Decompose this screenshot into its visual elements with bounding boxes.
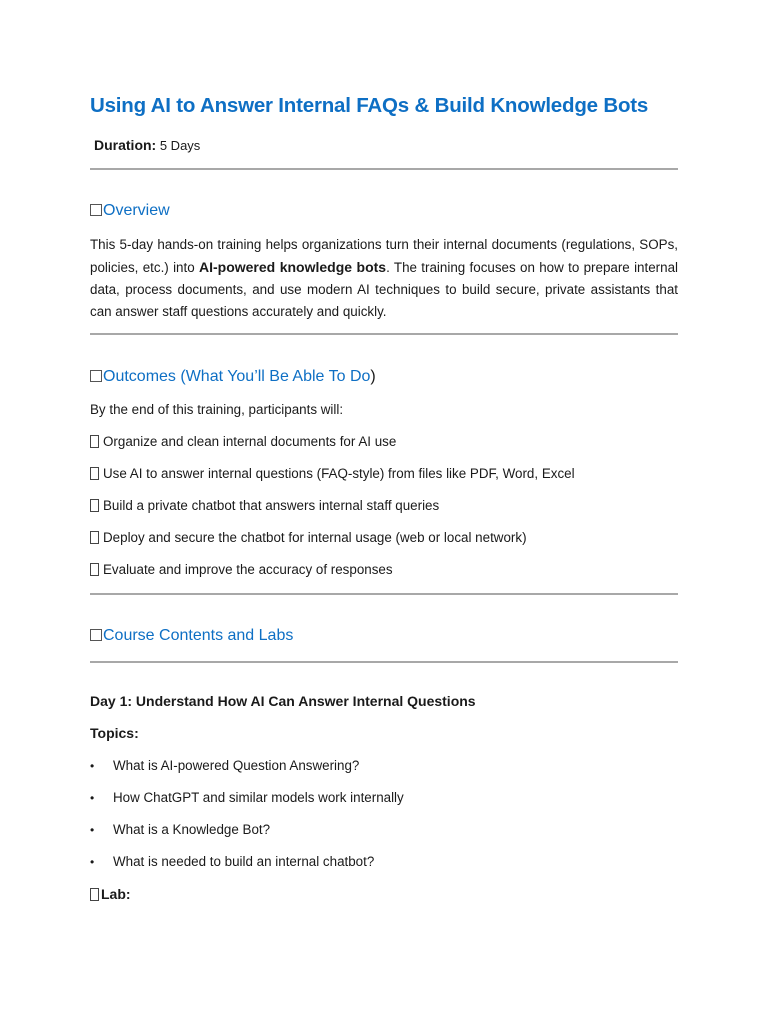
- outcomes-intro: By the end of this training, participants will:: [90, 402, 344, 417]
- document-title: Using AI to Answer Internal FAQs & Build Knowledge Bots: [90, 94, 649, 117]
- missing-glyph-icon: [90, 204, 102, 216]
- bullet-icon: •: [90, 823, 95, 837]
- outcome-item-text: Build a private chatbot that answers internal staff queries: [103, 498, 440, 513]
- outcome-item: [90, 498, 439, 513]
- list-item-text: What is needed to build an internal chatbot?: [113, 854, 375, 869]
- outcome-item-text: Evaluate and improve the accuracy of responses: [103, 562, 393, 577]
- list-item-text: What is a Knowledge Bot?: [113, 822, 271, 837]
- list-item-text: How ChatGPT and similar models work internally: [113, 790, 404, 805]
- outcome-item-text: Organize and clean internal documents for AI use: [103, 434, 397, 449]
- overview-paragraph: [90, 234, 678, 323]
- divider: [90, 333, 678, 335]
- overview-heading-text: Overview: [103, 202, 170, 219]
- missing-glyph-icon: [90, 499, 99, 512]
- course-heading-text: Course Contents and Labs: [103, 627, 294, 644]
- outcome-item-text: Use AI to answer internal questions (FAQ-style) from files like PDF, Word, Excel: [103, 466, 575, 481]
- bullet-icon: •: [90, 791, 95, 805]
- overview-text-bold: AI-powered knowledge bots: [198, 259, 387, 275]
- list-item: [90, 790, 404, 805]
- outcome-item: [90, 562, 393, 577]
- overview-text-after: . The training focuses on how to prepare internal data, process documents, and use modern AI techniques to build secure, private assistants that can answer staff questions accurately and quickly.: [90, 260, 678, 319]
- missing-glyph-icon: [90, 370, 102, 382]
- list-item: [90, 822, 270, 837]
- list-item-text: What is AI-powered Question Answering?: [113, 758, 360, 773]
- missing-glyph-icon: [90, 629, 102, 641]
- duration-value: 5 Days: [159, 138, 201, 153]
- overview-text-before: This 5-day hands-on training helps organizations turn their internal documents (regulations, SOPs, policies, etc.) into: [90, 237, 678, 275]
- missing-glyph-icon: [90, 467, 99, 480]
- list-item: [90, 854, 374, 869]
- missing-glyph-icon: [90, 531, 99, 544]
- missing-glyph-icon: [90, 563, 99, 576]
- divider: [90, 168, 678, 170]
- outcome-item: [90, 434, 396, 449]
- outcome-item: [90, 466, 575, 481]
- outcomes-heading-close: ): [370, 368, 376, 385]
- bullet-icon: •: [90, 759, 95, 773]
- overview-heading: [90, 202, 170, 220]
- list-item: [90, 758, 359, 773]
- lab-label: [90, 886, 131, 902]
- outcomes-heading: [90, 368, 376, 386]
- day1-heading: Day 1: Understand How AI Can Answer Internal Questions: [90, 693, 476, 709]
- lab-label-text: Lab:: [101, 886, 131, 902]
- missing-glyph-icon: [90, 888, 99, 901]
- course-heading: [90, 627, 293, 645]
- outcome-item: [90, 530, 527, 545]
- missing-glyph-icon: [90, 435, 99, 448]
- divider: [90, 593, 678, 595]
- bullet-icon: •: [90, 855, 95, 869]
- divider: [90, 661, 678, 663]
- outcomes-heading-text: Outcomes (What You’ll Be Able To Do: [103, 368, 371, 385]
- duration-label: Duration:: [94, 137, 157, 153]
- topics-label: Topics:: [90, 725, 139, 741]
- outcome-item-text: Deploy and secure the chatbot for internal usage (web or local network): [103, 530, 527, 545]
- duration-line: [94, 137, 200, 153]
